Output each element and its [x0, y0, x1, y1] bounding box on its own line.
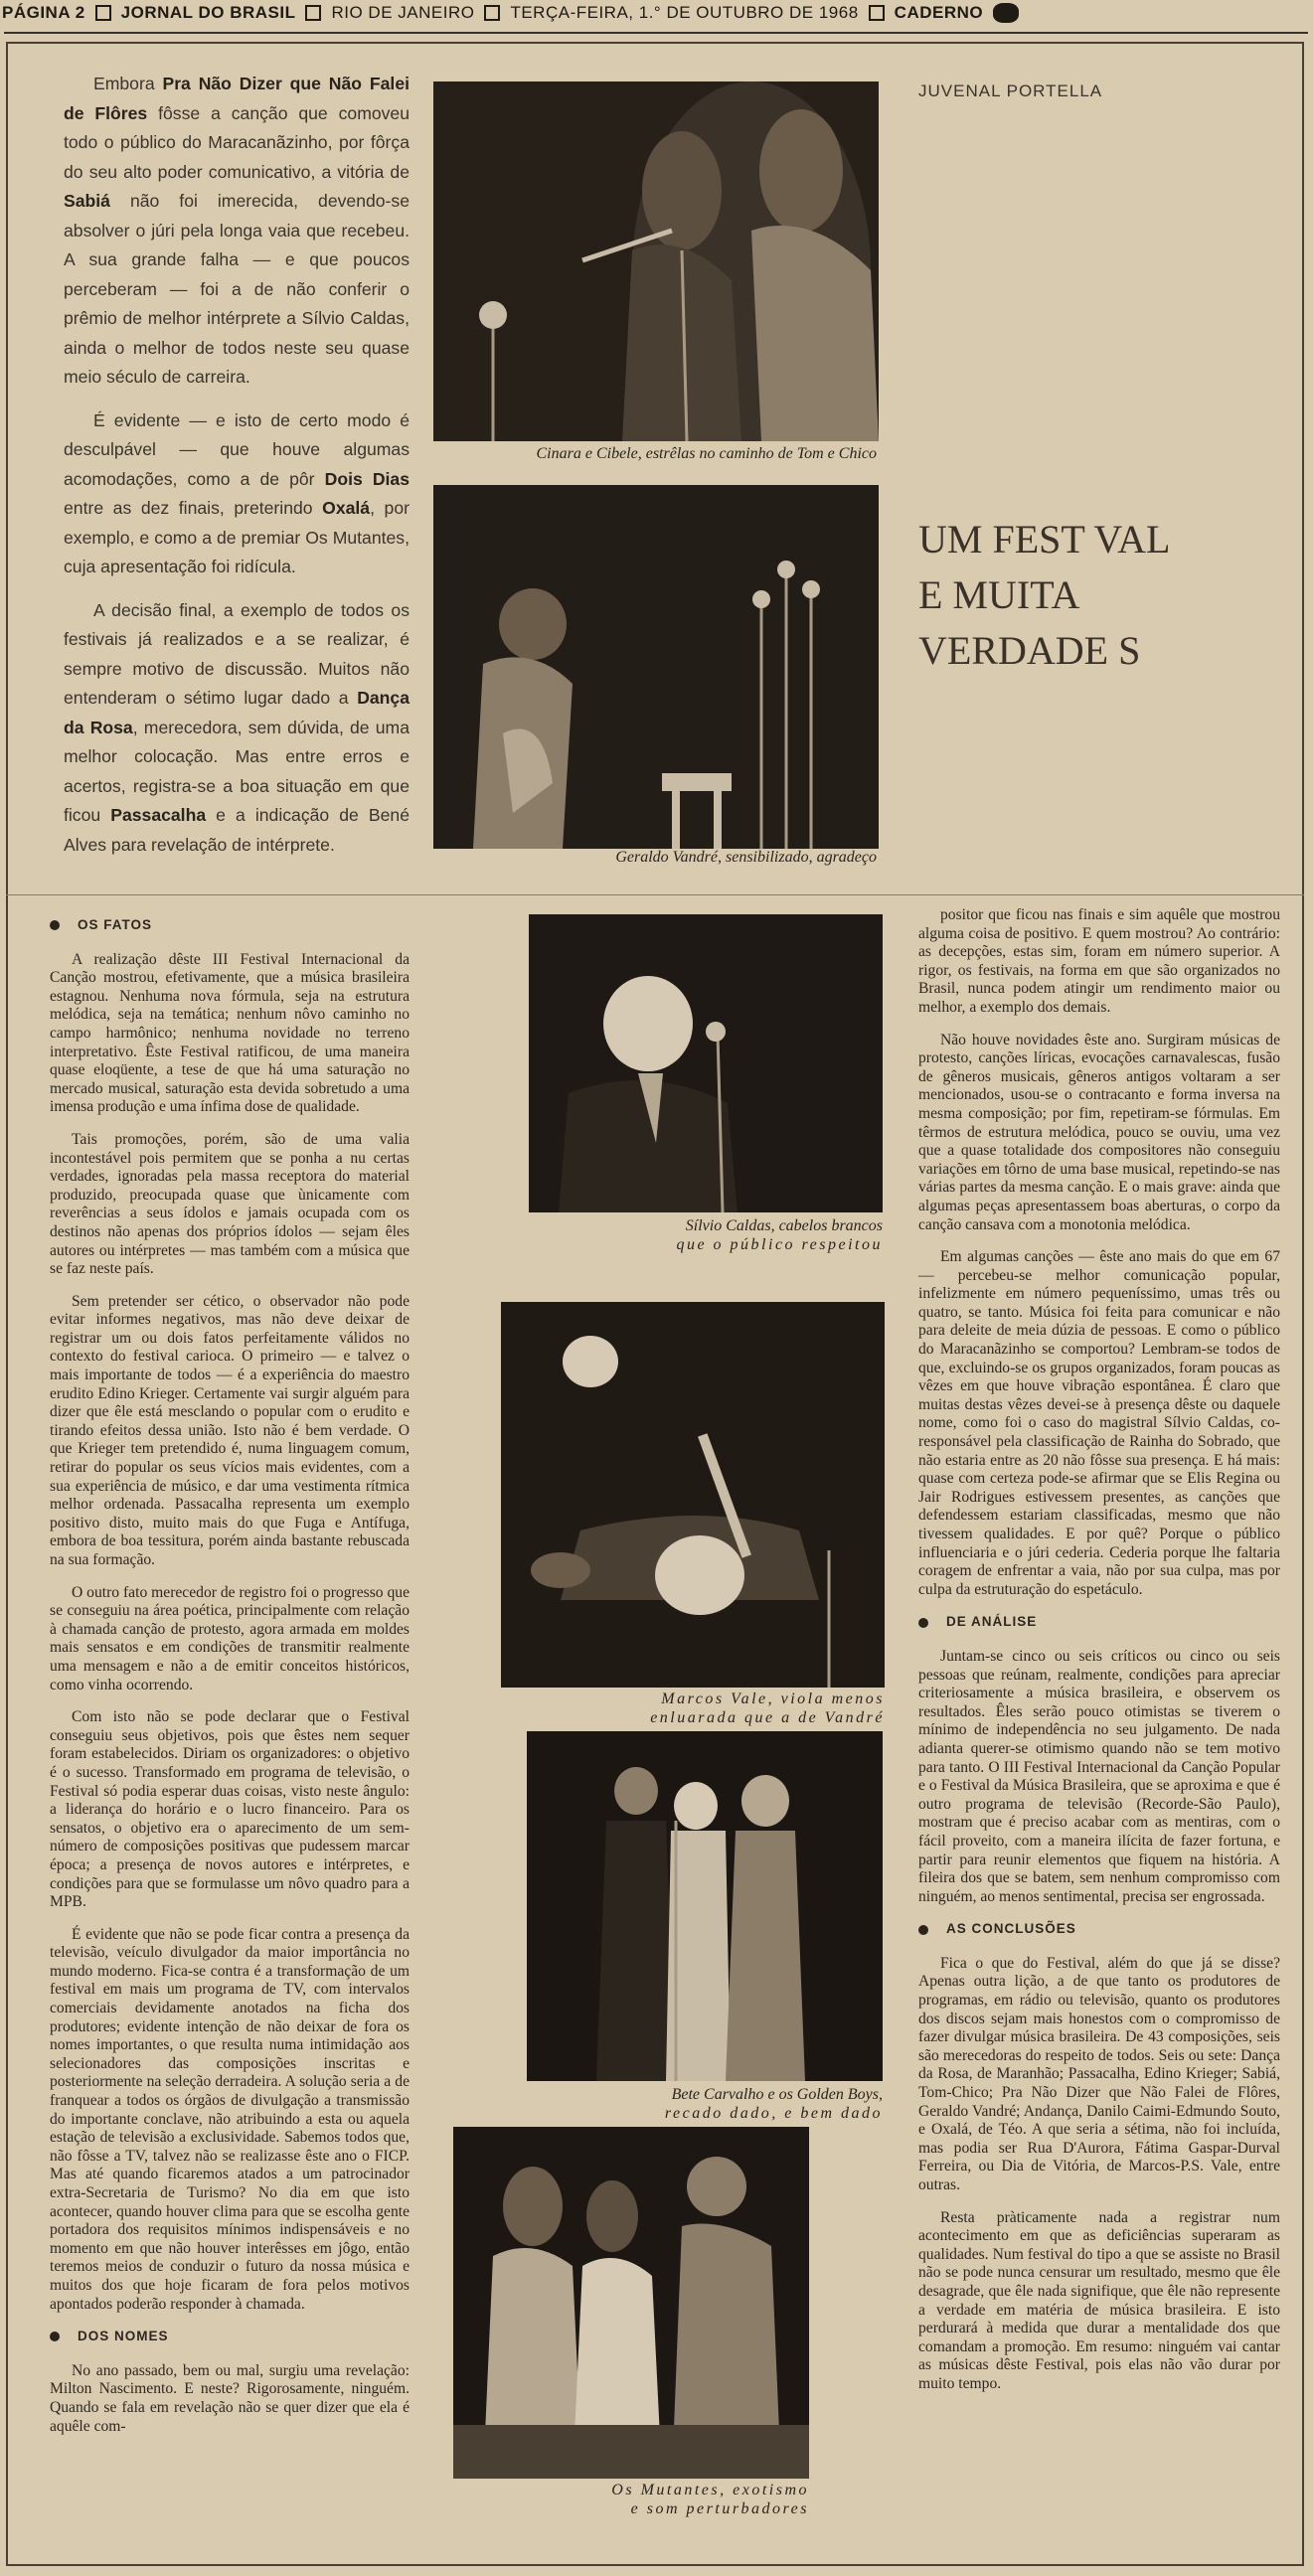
section-heading-de-analise: DE ANÁLISE [918, 1613, 1280, 1632]
header-rule [4, 32, 1308, 34]
column-left [50, 912, 410, 2450]
byline: JUVENAL PORTELLA [918, 81, 1103, 100]
separator-box-icon [305, 5, 321, 21]
caption-marcos-vale-2: enluarada que a de Vandré [650, 1709, 885, 1726]
photo-os-mutantes [453, 2127, 809, 2479]
section-body-os-fatos [50, 951, 410, 2315]
headline-line: VERDADE S [918, 628, 1141, 673]
caption-bete-carvalho-2: recado dado, e bem dado [664, 2105, 883, 2122]
newspaper-name: JORNAL DO BRASIL [120, 3, 296, 22]
paragraph: Tais promoções, porém, são de uma valia incontestável pois permitem que se ponha a nu certas verdades, ignoradas pela massa receptora do material produzido, preocupada quase que ùnicamente com reverências a seus ídolos e jamais ocupada com os destinos não apenas dos próprios ídolos — sejam êles autores ou intérpretes — mas também com a música que se faz neste país. [50, 1130, 410, 1278]
photo-bete-carvalho [527, 1731, 883, 2081]
caption-marcos-vale-1: Marcos Vale, viola menos [661, 1690, 885, 1707]
section-heading-os-fatos: OS FATOS [50, 916, 410, 935]
paragraph: Sem pretender ser cético, o observador não pode evitar informes negativos, mas não deve deixar de registrar um ou dois fatos perfeitamente válidos no contexto do festival carioca. O primeiro — e talvez o mais importante de todos — é a experiência do maestro erudito Edino Krieger. Certamente vai surgir alguém para dizer que êle está mesclando o popular com o erudito e tirando efeitos dessa união. Isto não é bem verdade. O que Krieger tem pretendido é, numa linguagem comum, retirar do popular os seus vícios mais evidentes, com a sua experiência de músico, e dar uma vestimenta rítmica melhor ordenada. Passacalha representa um exemplo positivo disto, muito mais do que Fuga e Antífuga, embora de boa tessitura, porém ainda bastante rebuscada na sua formação. [50, 1292, 410, 1568]
photo-silvio-caldas [529, 914, 883, 1212]
column-right [918, 906, 1280, 2408]
paragraph: A realização dêste III Festival Internacional da Canção mostrou, efetivamente, que a música brasileira estagnou. Nenhuma nova fórmula, seja na estrutura melódica, seja na temática; nenhum nôvo caminho no campo harmônico; nenhuma novidade no terreno interpretativo. Êste Festival ratificou, de uma maneira quase eloqüente, a tese de que há uma saturação no mercado musical, saturação esta devida sobretudo a uma imensa produção e uma ínfima dose de qualidade. [50, 950, 410, 1116]
caption-os-mutantes-2: e som perturbadores [630, 2500, 809, 2517]
section-heading-as-conclusoes: AS CONCLUSÕES [918, 1920, 1280, 1939]
page-header [0, 0, 1313, 26]
separator-box-icon [869, 5, 885, 21]
caption-bete-carvalho-1: Bete Carvalho e os Golden Boys, [671, 2086, 883, 2103]
bullet-icon [50, 920, 60, 930]
separator-box-icon [484, 5, 500, 21]
section-heading-dos-nomes: DOS NOMES [50, 2328, 410, 2346]
headline-line: E MUITA [918, 572, 1080, 617]
section-rule [6, 894, 1304, 895]
section-body-de-analise: Juntam-se cinco ou seis críticos ou cinco ou seis pessoas que reúnam, realmente, condições para apreciar criteriosamente a música brasileira, e observem os resultados. Êles serão pouco otimistas se tiverem o mínimo de independência no seu julgamento. De nada adianta querer-se otimismo quando não se tem motivo para tanto. O III Festival Internacional da Canção Popular e o Festival da Música Brasileira, que se aproxima e que é outro programa de televisão (Recorde-São Paulo), mostram que é preciso acabar com as mentiras, com o fácil proveito, com a maneira ilícita de fazer fortuna, e partir para reunir elementos que fiquem na história. A fileira dos que se batem, sem nenhum compromisso com ninguém, ao menos sentimental, precisa ser engrossada. [918, 1647, 1280, 1905]
photo-cinara-cibele [433, 81, 879, 441]
paragraph: É evidente que não se pode ficar contra a presença da televisão, veículo divulgador da maior importância no mundo moderno. Fica-se contra é a transformação de um festival em mais um programa de TV, com intervalos comerciais devidamente anotados na ficha dos produtores; evidente intenção de não deixar de fora os nomes importantes, o que resulta numa intimidação aos selecionadores das composições inscritas e posteriormente na seleção derradeira. A solução seria a de franquear a todos os órgãos de divulgação a transmissão do importante conclave, não atribuindo a esta ou aquela estação de televisão a exclusividade. Sabemos todos que, não fôsse a TV, talvez não se realizasse êste ano o FICP. Mas até quando ficaremos atados a um patrocinador extra-Secretaria de Turismo? No dia em que isto acontecer, quando houver clima para que se escolha gente portadora dos requisitos mínimos indispensáveis e no momento em que não houver interêsses em jôgo, então teremos meios de conduzir o futuro da nossa música e muitos dos que hoje ficaram de fora pelos motivos apontados poderão responder à chamada. [50, 1925, 410, 2313]
bullet-icon [50, 2332, 60, 2341]
headline [918, 512, 1296, 679]
separator-box-icon [95, 5, 111, 21]
section-logo-icon [993, 3, 1019, 23]
bullet-icon [918, 1618, 928, 1628]
intro-paragraph: É evidente — e isto de certo modo é desculpável — que houve algumas acomodações, como a de pôr Dois Dias entre as dez finais, preterindo Oxalá, por exemplo, e como a de premiar Os Mutantes, cuja apresentação foi ridícula. [64, 409, 410, 576]
paragraph: positor que ficou nas finais e sim aquêle que mostrou alguma coisa de positivo. E quem mostrou? Ao contrário: as decepções, estas sim, foram em número superior. A rigor, os festivais, na forma em que são organizados no Brasil, nunca podem atingir um rendimento maior ou melhor, a exemplo dos demais. [918, 906, 1280, 1016]
paragraph: Fica o que do Festival, além do que já se disse? Apenas outra lição, a de que tanto os produtores de programas, em rádio ou televisão, quanto os produtores dos discos sejam mais honestos com o compromisso de fazer divulgar música brasileira. De 43 composições, seis são merecedoras do respeito de todos. Seis ou sete: Dança da Rosa, de Maranhão; Passacalha, Edino Krieger; Sabiá, Tom-Chico; Pra Não Dizer que Não Falei de Flôres, Geraldo Vandré; Andança, Danilo Caimi-Edmundo Souto, e Oxalá, de Téo. A que seria a sétima, não foi incluída, mas podia ser Rua D'Aurora, Fátima Gaspar-Durval Ferreira, ou Dia de Vitória, de Marcos-P.S. Vale, entre outras. [918, 1954, 1280, 2193]
photo-geraldo-vandre [433, 485, 879, 849]
section-body-dos-nomes: No ano passado, bem ou mal, surgiu uma revelação: Milton Nascimento. E neste? Rigorosamente, ninguém. Quando se fala em revelação não se quer dizer que ela é aquêle com- [50, 2361, 410, 2435]
right-body-intro [918, 906, 1280, 1599]
section-name: CADERNO [894, 3, 984, 22]
intro-paragraph: Embora Pra Não Dizer que Não Falei de Flôres fôsse a canção que comoveu todo o público do Maracanãzinho, por fôrça do seu alto poder comunicativo, a vitória de Sabiá não foi imerecida, devendo-se absolver o júri pela longa vaia que recebeu. A sua grande falha — e que poucos perceberam — foi a de não conferir o prêmio de melhor intérprete a Sílvio Caldas, ainda o melhor de todos neste seu quase meio século de carreira. [64, 74, 410, 387]
caption-geraldo-vandre: Geraldo Vandré, sensibilizado, agradeço [615, 849, 877, 866]
paragraph: O outro fato merecedor de registro foi o progresso que se conseguiu na área poética, principalmente com relação à chamada canção de protesto, agora armada em moldes mais sensatos e em condições de transmitir realmente uma mensagem e não a de emitir conceitos históricos, como vinha ocorrendo. [50, 1583, 410, 1693]
paragraph: Em algumas canções — êste ano mais do que em 67 — percebeu-se melhor comunicação popular, infelizmente em número pequeníssimo, umas três ou quatro, se tanto. Música foi feita para comunicar e não para deleite de meia dúzia de pessoas. E como o público do Maracanãzinho se comportou? Lembram-se todos de que, excluindo-se os grupos organizados, foram poucas as vêzes em que houve vibração espontânea. É claro que muitas destas vêzes devei-se à presença dêste ou daquele nome, como foi o caso do magistral Sílvio Caldas, co-responsável pela classificação de Rainha do Sobrado, que não estaria entre as 20 não fôsse sua presença. E há mais: quase com certeza pode-se afirmar que se Elis Regina ou Jair Rodrigues estivessem presentes, as canções que defendessem estariam classificadas, mesmo que não tivessem qualidades. E por quê? Porque o público influenciaria e o júri cederia. Cederia porque lhe faltaria coragem de enfrentar a vaia, não por sua culpa, mas por culpa da estruturação do espetáculo. [918, 1248, 1280, 1598]
paragraph: Não houve novidades êste ano. Surgiram músicas de protesto, canções líricas, evocações carnavalescas, fusão de gêneros musicais, gêneros antigos voltaram a ser mencionados, usou-se o contracanto e forma inversa na mesma composição; por fim, repetiram-se fórmulas. Em têrmos de estrutura melódica, pouco se ouviu, uma vez que a quase totalidade dos compositores não conseguiu variações em tôrno de uma base musical, repetindo-se nas várias partes da mesma canção. E o mais grave: ainda que algumas peças apresentassem boas aberturas, o corpo da canção cansava com a monotonia melódica. [918, 1031, 1280, 1233]
caption-cinara-cibele: Cinara e Cibele, estrêlas no caminho de Tom e Chico [536, 445, 877, 462]
city: RIO DE JANEIRO [331, 3, 475, 22]
bullet-icon [918, 1925, 928, 1935]
intro-paragraph: A decisão final, a exemplo de todos os festivais já realizados e a se realizar, é sempre motivo de discussão. Muitos não entenderam o sétimo lugar dado a Dança da Rosa, merecedora, sem dúvida, de uma melhor colocação. Mas entre erros e acertos, registra-se a boa situação em que ficou Passacalha e a indicação de Bené Alves para revelação de intérprete. [64, 599, 410, 855]
caption-silvio-caldas-1: Sílvio Caldas, cabelos brancos [685, 1217, 883, 1234]
caption-os-mutantes-1: Os Mutantes, exotismo [611, 2482, 809, 2498]
section-body-as-conclusoes [918, 1955, 1280, 2394]
paragraph: Com isto não se pode declarar que o Festival conseguiu seus objetivos, pois que êstes nem sequer foram estabelecidos. Diriam os organizadores: o objetivo é o sucesso. Transformado em programa de televisão, o Festival só podia esperar duas coisas, visto neste ângulo: a liderança do horário e o lucro financeiro. Para os sensatos, o objetivo era o aparecimento de um sem-número de composições positivas que pudessem marcar época; a presença de novos autores e intérpretes, e condições para que se formulasse um nôvo quadro para a MPB. [50, 1708, 410, 1911]
headline-line: UM FEST VAL [918, 517, 1171, 562]
photo-marcos-vale [501, 1302, 885, 1688]
issue-date: TERÇA-FEIRA, 1.° DE OUTUBRO DE 1968 [510, 3, 859, 22]
intro-text [64, 70, 410, 874]
caption-silvio-caldas-2: que o público respeitou [676, 1236, 883, 1253]
paragraph: Resta pràticamente nada a registrar num acontecimento em que as deficiências superaram as qualidades. Num festival do tipo a que se assiste no Brasil não se pode nunca censurar um resultado, mesmo que êle desagrade, que êle nada signifique, que êle não represente a verdade em matéria de música brasileira. E isto perdurará à medida que durar a mentalidade dos que comandam a promoção. Em resumo: ninguém vai cantar as músicas dêste Festival, pois elas não vão durar por muito tempo. [918, 2208, 1280, 2392]
page-number: PÁGINA 2 [2, 3, 85, 22]
